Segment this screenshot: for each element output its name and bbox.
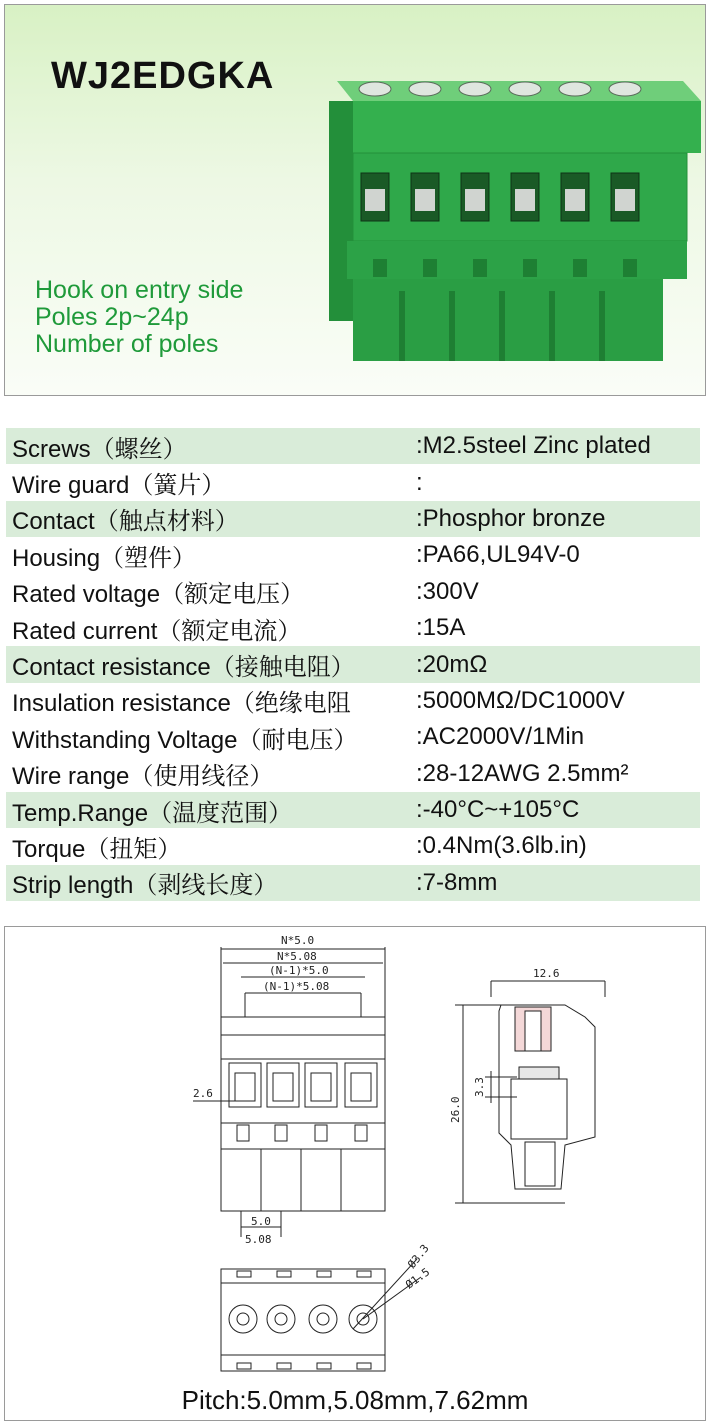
spec-label: Contact（触点材料） (12, 508, 239, 536)
spec-value: :300V (416, 577, 479, 605)
spec-table (6, 428, 700, 901)
technical-drawing (4, 926, 706, 1421)
dim-n508: N*5.08 (277, 950, 317, 963)
dim-33: 3.3 (473, 1077, 486, 1097)
spec-row (6, 428, 700, 464)
dim-p508: 5.08 (245, 1233, 272, 1246)
feature-number: Number of poles (35, 330, 219, 358)
spec-row (6, 865, 700, 901)
spec-row (6, 792, 700, 828)
spec-row (6, 610, 700, 646)
spec-value: :PA66,UL94V-0 (416, 541, 580, 569)
feature-poles: Poles 2p~24p (35, 303, 189, 331)
spec-row (6, 646, 700, 682)
spec-label: Withstanding Voltage（耐电压） (12, 726, 358, 754)
spec-label: Contact resistance（接触电阻） (12, 654, 355, 682)
drawing-svg (5, 927, 705, 1420)
spec-value: : (416, 468, 423, 496)
spec-value: :7-8mm (416, 868, 498, 896)
model-title: WJ2EDGKA (51, 55, 275, 97)
spec-value: :20mΩ (416, 650, 488, 678)
pitch-caption: Pitch:5.0mm,5.08mm,7.62mm (181, 1385, 529, 1415)
spec-value: :AC2000V/1Min (416, 723, 585, 751)
dim-260: 26.0 (449, 1096, 462, 1123)
spec-value: :-40°C~+105°C (416, 796, 580, 824)
spec-value: :0.4Nm(3.6lb.in) (416, 832, 587, 860)
spec-label: Rated voltage（额定电压） (12, 581, 305, 609)
dim-126: 12.6 (533, 967, 560, 980)
dim-26: 2.6 (193, 1087, 213, 1100)
dim-p50: 5.0 (251, 1215, 271, 1228)
product-image (323, 61, 705, 371)
dim-nm1508: (N-1)*5.08 (263, 980, 330, 993)
spec-label: Wire guard（簧片） (12, 472, 226, 500)
spec-row (6, 683, 700, 719)
spec-value: :5000MΩ/DC1000V (416, 686, 625, 714)
spec-row (6, 574, 700, 610)
dim-nm150: (N-1)*5.0 (269, 964, 329, 977)
product-header (4, 4, 706, 396)
spec-label: Strip length（剥线长度） (12, 872, 278, 900)
spec-label: Temp.Range（温度范围） (12, 799, 293, 827)
feature-hook: Hook on entry side (35, 276, 244, 304)
spec-value: :28-12AWG 2.5mm² (416, 759, 629, 787)
spec-label: Housing（塑件） (12, 544, 197, 572)
dim-phi15: Ø1.5 (403, 1265, 433, 1292)
spec-row (6, 756, 700, 792)
spec-label: Torque（扭矩） (12, 835, 182, 863)
spec-value: :Phosphor bronze (416, 504, 606, 532)
spec-row (6, 828, 700, 864)
spec-row (6, 719, 700, 755)
spec-label: Wire range（使用线径） (12, 763, 274, 791)
spec-row (6, 501, 700, 537)
spec-row (6, 537, 700, 573)
dim-n50: N*5.0 (281, 934, 315, 947)
spec-value: :M2.5steel Zinc plated (416, 432, 651, 460)
spec-row (6, 464, 700, 500)
spec-value: :15A (416, 614, 466, 642)
dim-phi33: Ø3.3 (405, 1241, 432, 1271)
spec-label: Rated current（额定电流） (12, 617, 302, 645)
spec-label: Insulation resistance（绝缘电阻 (12, 690, 351, 718)
spec-label: Screws（螺丝） (12, 435, 187, 463)
